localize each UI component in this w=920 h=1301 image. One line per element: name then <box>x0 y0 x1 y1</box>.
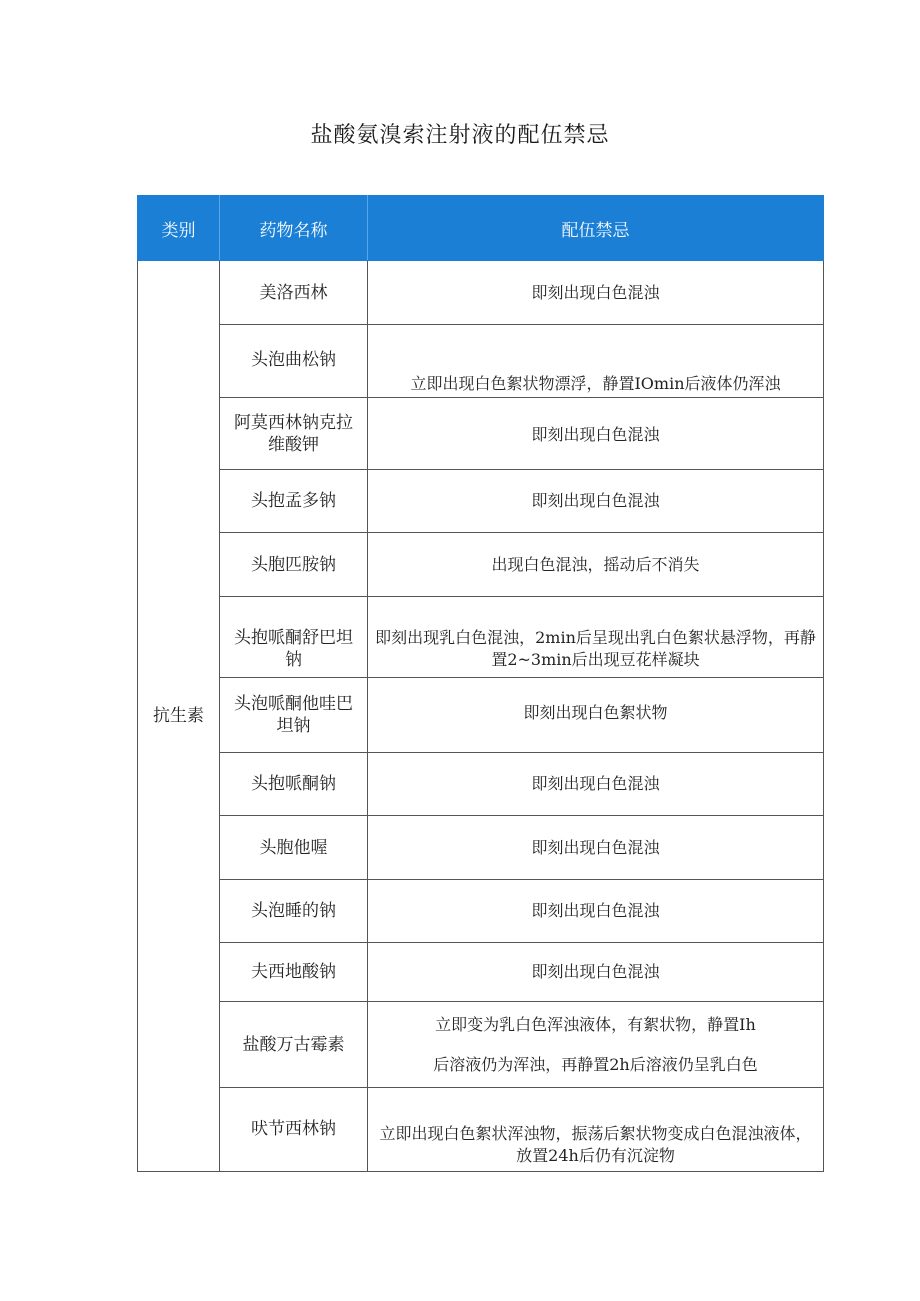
incompatibility-cell <box>368 1002 824 1088</box>
table-row <box>138 753 824 816</box>
table-row <box>138 261 824 325</box>
drug-name-cell: 头胞他喔 <box>220 816 368 880</box>
drug-name-cell: 头抱哌酮舒巴坦钠 <box>220 597 368 678</box>
table-row <box>138 470 824 533</box>
table-row <box>138 1002 824 1088</box>
drug-name-cell: 阿莫西林钠克拉维酸钾 <box>220 398 368 470</box>
drug-name-cell: 头胞匹胺钠 <box>220 533 368 597</box>
incompatibility-cell: 即刻出现白色絮状物 <box>368 678 824 753</box>
drug-name-cell: 头抱哌酮钠 <box>220 753 368 816</box>
drug-name-cell: 夫西地酸钠 <box>220 943 368 1002</box>
incompatibility-cell: 即刻出现白色混浊 <box>368 261 824 325</box>
incompatibility-cell: 即刻出现白色混浊 <box>368 943 824 1002</box>
drug-name-cell: 美洛西林 <box>220 261 368 325</box>
page-title: 盐酸氨溴索注射液的配伍禁忌 <box>310 123 610 148</box>
incompatibility-cell: 立即出现白色絮状物漂浮，静置IOmin后液体仍浑浊 <box>368 325 824 398</box>
table-row <box>138 1088 824 1172</box>
incompatibility-line-1: 立即变为乳白色浑浊液体，有絮状物，静置Ih <box>435 1014 756 1034</box>
incompatibility-cell: 即刻出现白色混浊 <box>368 753 824 816</box>
line-spacer <box>374 1036 817 1054</box>
incompatibility-table <box>137 195 824 1172</box>
table-row <box>138 533 824 597</box>
drug-name-cell: 头抱孟多钠 <box>220 470 368 533</box>
table-header-row <box>138 196 824 261</box>
table-row <box>138 398 824 470</box>
incompatibility-cell: 即刻出现白色混浊 <box>368 470 824 533</box>
table-row <box>138 816 824 880</box>
drug-name-cell: 头泡睡的钠 <box>220 880 368 943</box>
header-drug-name: 药物名称 <box>220 196 368 261</box>
drug-name-cell: 头泡曲松钠 <box>220 325 368 398</box>
incompatibility-text <box>374 1014 817 1076</box>
incompatibility-cell: 即刻出现乳白色混浊，2min后呈现出乳白色絮状悬浮物，再静置2~3min后出现豆花样凝块 <box>368 597 824 678</box>
category-cell: 抗生素 <box>138 261 220 1172</box>
drug-name-cell: 盐酸万古霉素 <box>220 1002 368 1088</box>
table-row <box>138 325 824 398</box>
table-row <box>138 678 824 753</box>
incompatibility-cell: 立即出现白色絮状浑浊物，振荡后絮状物变成白色混浊液体，放置24h后仍有沉淀物 <box>368 1088 824 1172</box>
table-row <box>138 943 824 1002</box>
header-category: 类别 <box>138 196 220 261</box>
drug-name-cell: 吠节西林钠 <box>220 1088 368 1172</box>
incompatibility-cell: 出现白色混浊，摇动后不消失 <box>368 533 824 597</box>
table-row <box>138 880 824 943</box>
header-incompatibility: 配伍禁忌 <box>368 196 824 261</box>
drug-name-cell: 头泡哌酮他哇巴坦钠 <box>220 678 368 753</box>
table-row <box>138 597 824 678</box>
incompatibility-line-2: 后溶液仍为浑浊，再静置2h后溶液仍呈乳白色 <box>433 1054 758 1074</box>
incompatibility-cell: 即刻出现白色混浊 <box>368 816 824 880</box>
incompatibility-cell: 即刻出现白色混浊 <box>368 880 824 943</box>
incompatibility-cell: 即刻出现白色混浊 <box>368 398 824 470</box>
